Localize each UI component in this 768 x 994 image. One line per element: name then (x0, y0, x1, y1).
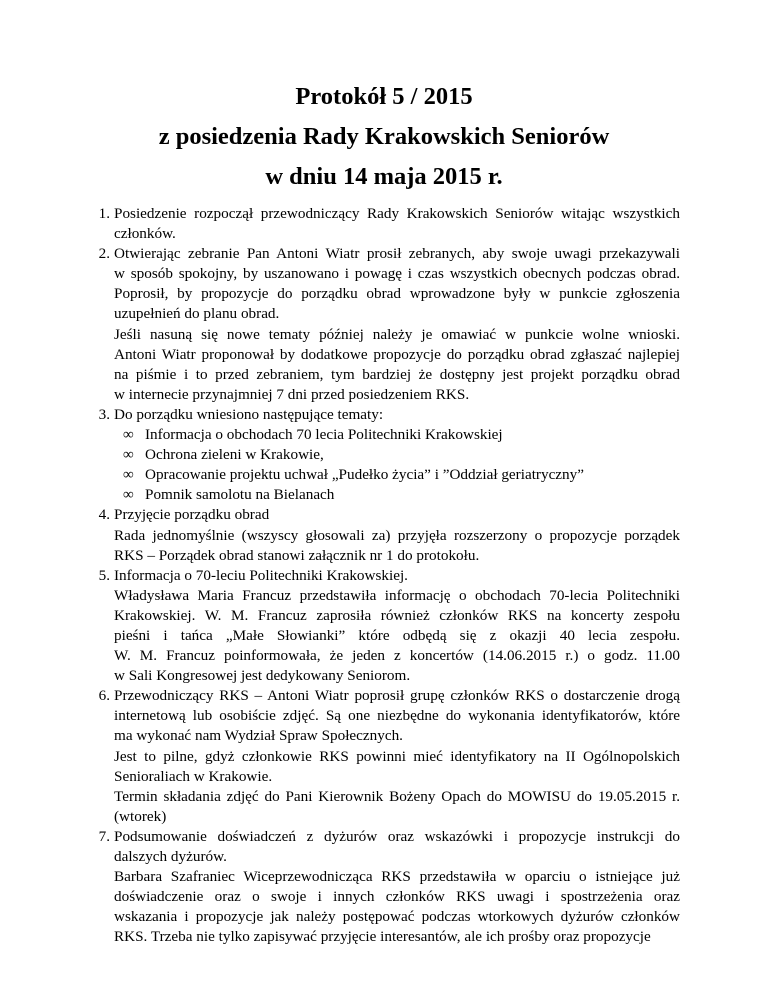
agenda-item (80, 405, 680, 505)
bullet-item (114, 425, 680, 445)
text-line: Przyjęcie porządku obrad (114, 506, 270, 524)
bullet-text: Pomnik samolotu na Bielanach (145, 486, 335, 504)
text-line: Poprosił, by propozycje do porządku obrad wprowadzone były w punkcie zgłoszenia (114, 285, 680, 303)
text-line: Jest to pilne, gdyż członkowie RKS powinni mieć identyfikatory na II Ogólnopolskich (114, 747, 680, 765)
agenda-item (80, 686, 680, 827)
text-line: wskazania i propozycje jak należy postępować podczas wtorkowych dyżurów członków (114, 908, 680, 926)
text-line: W. M. Francuz poinformowała, że jeden z koncertów (14.06.2015 r.) o godz. 11.00 (114, 647, 680, 665)
text-line: internetową lub osobiście zdjęć. Są one niezbędne do wykonania identyfikatorów, które (114, 707, 680, 725)
text-line: Posiedzenie rozpoczął przewodniczący Rady Krakowskich Seniorów witając wszystkich (114, 205, 680, 222)
text-line: uzupełnień do planu obrad. (114, 305, 280, 323)
text-line: RKS. Trzeba nie tylko zapisywać przyjęcie interesantów, ale ich prośby oraz propozycje (114, 928, 651, 946)
text-line: na piśmie i to przed zebraniem, tym bardziej że dostępny jest projekt porządku obrad (114, 365, 680, 383)
text-line: pieśni i tańca „Małe Słowianki” które odbędą się z okazji 40 lecia zespołu. (114, 626, 680, 644)
text-line: Rada jednomyślnie (wszyscy głosowali za) przyjęła rozszerzony o propozycje porządek (114, 526, 680, 544)
text-line: Senioraliach w Krakowie. (114, 767, 273, 785)
text-line: Władysława Maria Francuz przedstawiła informację o obchodach 70-lecia Politechniki (114, 586, 680, 604)
text-line: członków. (114, 225, 176, 243)
text-line: Krakowskiej. W. M. Francuz zaprosiła również członków RKS na koncerty zespołu (114, 606, 680, 624)
protocol-subtitle: z posiedzenia Rady Krakowskich Seniorów (158, 123, 610, 150)
text-line: w Sali Kongresowej jest dedykowany Seniorom. (114, 667, 411, 685)
agenda-item (80, 204, 680, 244)
agenda-item (80, 505, 680, 565)
bullet-text: Ochrona zieleni w Krakowie, (145, 446, 324, 464)
text-line: Podsumowanie doświadczeń z dyżurów oraz wskazówki i propozycje instrukcji do (114, 827, 680, 845)
item-number: 2. (98, 245, 110, 263)
agenda-item (80, 244, 680, 405)
agenda-item (80, 827, 680, 948)
text-line: Do porządku wniesiono następujące tematy: (114, 405, 384, 423)
infinity-bullet-icon: ∞ (123, 466, 134, 484)
infinity-bullet-icon: ∞ (123, 446, 134, 464)
item-number: 6. (98, 687, 110, 705)
item-number: 4. (98, 506, 110, 524)
text-line: Antoni Wiatr proponował by dodatkowe propozycje do porządku obrad zgłaszać najlepiej (114, 345, 680, 363)
text-line: RKS – Porządek obrad stanowi załącznik nr 1 do protokołu. (114, 546, 480, 564)
text-line: Przewodniczący RKS – Antoni Wiatr poprosił grupę członków RKS o dostarczenie drogą (114, 687, 680, 705)
infinity-bullet-icon: ∞ (123, 426, 134, 444)
text-line: w internecie przynajmniej 7 dni przed posiedzeniem RKS. (114, 385, 470, 403)
text-line: (wtorek) (114, 807, 167, 825)
agenda-item (80, 566, 680, 687)
text-line: doświadczenie oraz o swoje i innych członków RKS uwagi i spostrzeżenia oraz (114, 888, 680, 906)
text-line: Barbara Szafraniec Wiceprzewodnicząca RKS przedstawiła w oparciu o istniejące już (114, 868, 680, 886)
text-line: Termin składania zdjęć do Pani Kierownik Bożeny Opach do MOWISU do 19.05.2015 r. (114, 787, 680, 805)
bullet-text: Opracowanie projektu uchwał „Pudełko życia” i ”Oddział geriatryczny” (145, 466, 584, 484)
item-number: 7. (98, 827, 110, 845)
bullet-item (114, 445, 680, 465)
bullet-item (114, 465, 680, 485)
item-number: 3. (98, 405, 110, 423)
text-line: Informacja o 70-leciu Politechniki Krakowskiej. (114, 566, 408, 584)
bullet-item (114, 485, 680, 505)
text-line: w sposób spokojny, by uszanowano i powagę i czas wszystkich obecnych podczas obrad. (114, 265, 680, 283)
agenda-list (80, 204, 680, 947)
protocol-date: w dniu 14 maja 2015 r. (265, 163, 503, 190)
text-line: Otwierając zebranie Pan Antoni Wiatr prosił zebranych, aby swoje uwagi przekazywali (114, 245, 680, 263)
protocol-title: Protokół 5 / 2015 (295, 83, 473, 110)
bullet-text: Informacja o obchodach 70 lecia Politechniki Krakowskiej (145, 426, 503, 444)
item-number: 5. (98, 566, 110, 584)
infinity-bullet-icon: ∞ (123, 486, 134, 504)
text-line: dalszych dyżurów. (114, 848, 227, 865)
protocol-body (80, 204, 680, 947)
item-number: 1. (98, 205, 110, 222)
text-line: Jeśli nasuną się nowe tematy później należy je omawiać w punkcie wolne wnioski. (114, 325, 680, 343)
text-line: ma wykonać nam Wydział Spraw Społecznych. (114, 727, 403, 745)
